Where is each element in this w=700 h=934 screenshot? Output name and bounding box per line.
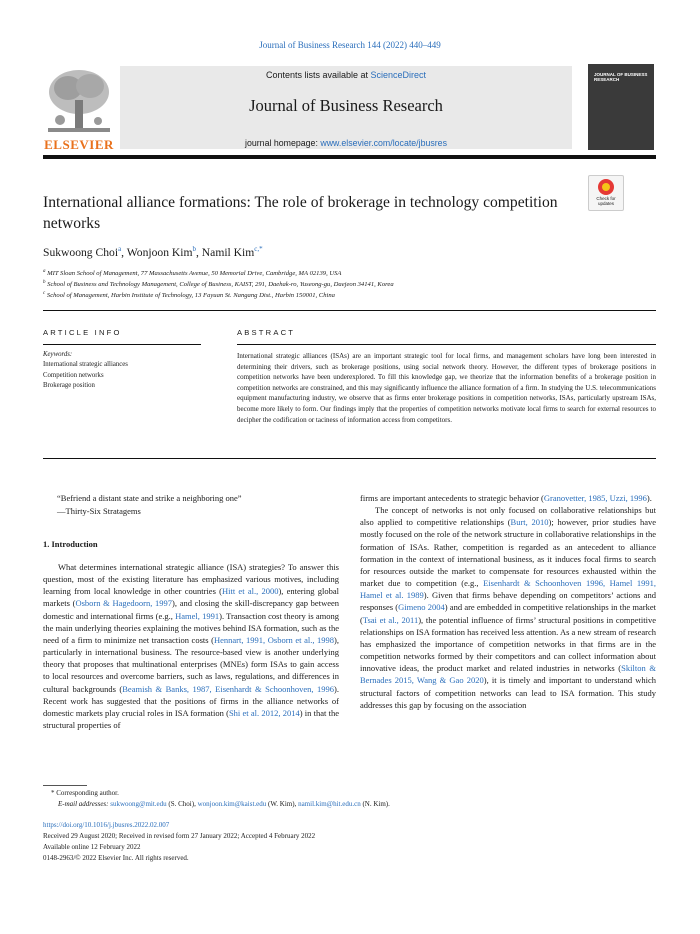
received-dates: Received 29 August 2020; Received in revised form 27 January 2022; Accepted 4 February 2022 xyxy=(43,832,316,840)
info-rule xyxy=(43,344,201,345)
citation-link[interactable]: Tsai et al., 2011 xyxy=(362,614,419,625)
corresponding-author-note: * Corresponding author. xyxy=(51,789,119,797)
body-column-right xyxy=(360,492,656,711)
contents-line xyxy=(120,70,572,80)
citation-link[interactable]: Eisenhardt & Schoonhoven 1996, Hamel 1991, Hamel et al. 1989 xyxy=(360,578,656,601)
affiliation xyxy=(43,291,335,299)
journal-name: Journal of Business Research xyxy=(249,96,443,115)
affil-text: School of Business and Technology Management, College of Business, KAIST, 291, Daehak-ro, Yuseong-gu, Daejeon 34141, Korea xyxy=(47,281,394,289)
email-owner: (W. Kim), xyxy=(266,800,299,808)
text-run: ). Given that firms behave depending on competitors’ actions and responses ( xyxy=(360,590,656,613)
homepage-line xyxy=(120,138,572,148)
doi-link[interactable]: https://doi.org/10.1016/j.jbusres.2022.02.007 xyxy=(43,821,170,829)
text-run: ), particularly in international business. The resource-based view is another underlying theory that proposes that multinational enterprises (MNEs) form ISAs to gain access to local resources and overcome barriers, such as laws, regulations, and differences in cultural backgrounds ( xyxy=(43,634,339,694)
email-link[interactable]: wonjoon.kim@kaist.edu xyxy=(197,800,267,808)
keyword: Brokerage position xyxy=(43,382,95,389)
text-run: ) in that the structural properties of xyxy=(43,707,340,731)
paragraph xyxy=(43,561,339,731)
abstract-text: International strategic alliances (ISAs) are an important strategic tool for local firms, and management scholars have long been interested in determining their drivers, such as brokerage positions, using social network theory. However, the different types of brokerage positions in competition networks have been underexplored. To fill this knowledge gap, we theorize that the information benefits of a brokerage position in competition networks are constrained, and this may significantly influence the alliance formation of a firm. In studying the U.S. telecommunications equipment manufacturing industry, we observe that as firms enter brokerage positions in competition networks, ISAs, particularly upstream ISAs, become more likely to form. Our findings imply that the properties of competition networks motivate local firms to search for external resources to decipher the codification or taciness of information access from competitors. xyxy=(237,352,656,424)
section-divider xyxy=(43,458,656,459)
affil-text: MIT Sloan School of Management, 77 Massachusetts Avenue, 50 Memorial Drive, Cambridge, MA 02139, USA xyxy=(47,270,342,278)
abstract-heading: ABSTRACT xyxy=(237,328,296,337)
body-column-left xyxy=(43,561,339,731)
author-name[interactable]: Namil Kim xyxy=(201,245,255,259)
citation-link[interactable]: Shi et al. 2012, 2014 xyxy=(228,707,300,718)
contents-prefix: Contents lists available at xyxy=(265,70,371,80)
sciencedirect-link[interactable]: ScienceDirect xyxy=(370,70,427,80)
publisher-wordmark: ELSEVIER xyxy=(44,137,114,152)
affil-text: School of Management, Harbin Institute of Technology, 13 Fayuan St. Nangang Dist., Harbin 150001, China xyxy=(46,292,335,300)
citation-link[interactable]: Granovetter, 1985, Uzzi, 1996 xyxy=(543,493,647,503)
author-list: Sukwoong Choi$^a$, Wonjoon Kim$^b$, Namil Kim$^{c,*}$ xyxy=(43,245,263,259)
affiliation xyxy=(43,269,341,277)
epigraph-quote: “Befriend a distant state and strike a neighboring one” xyxy=(57,493,242,503)
homepage-prefix: journal homepage: xyxy=(245,138,321,148)
affiliation xyxy=(43,280,394,288)
affil-marker: a xyxy=(43,269,46,274)
footnote-rule xyxy=(43,785,87,786)
affil-marker: b xyxy=(43,280,46,285)
citation-link[interactable]: Gimeno 2004 xyxy=(398,602,445,613)
homepage-link[interactable]: www.elsevier.com/locate/jbusres xyxy=(320,138,447,148)
text-run: ) and are embedded in competitive relationships in the market ( xyxy=(360,602,657,625)
available-online: Available online 12 February 2022 xyxy=(43,843,141,851)
email-addresses xyxy=(58,800,390,808)
email-label: E-mail addresses: xyxy=(58,800,111,808)
author-affil-marker[interactable]: c,* xyxy=(254,245,263,253)
text-run: What determines international strategic alliance (ISA) strategies? To answer this question, most of the existing literature has emphasized various motives, including learning from local knowledge in other countries ( xyxy=(43,562,339,597)
paragraph xyxy=(360,492,656,504)
section-divider xyxy=(43,310,656,311)
epigraph-source: —Thirty-Six Stratagems xyxy=(57,506,141,516)
text-run: ), entering global markets ( xyxy=(43,586,339,609)
keyword: Competition networks xyxy=(43,372,104,379)
email-link[interactable]: sukwoong@mit.edu xyxy=(110,800,167,808)
citation-link[interactable]: Burt, 2010 xyxy=(510,517,549,528)
author-affil-marker[interactable]: a xyxy=(118,245,122,253)
abstract-rule xyxy=(237,344,656,345)
email-owner: (S. Choi), xyxy=(166,800,198,808)
header-rule xyxy=(43,155,656,159)
paragraph xyxy=(360,504,656,711)
article-title: International alliance formations: The role of brokerage in technology competition networks xyxy=(43,194,558,232)
author-name[interactable]: Wonjoon Kim xyxy=(126,245,193,259)
keywords-label: Keywords: xyxy=(43,351,73,358)
text-run: ). xyxy=(646,493,652,503)
citation-link[interactable]: Osborn & Hagedoorn, 1997 xyxy=(75,598,173,609)
keyword: International strategic alliances xyxy=(43,361,128,368)
citation-link[interactable]: Skilton & Bernades 2015, Wang & Gao 2020 xyxy=(360,663,656,686)
citation-link[interactable]: Hitt et al., 2000 xyxy=(221,586,279,597)
journal-cover-title: JOURNAL OF BUSINESS RESEARCH xyxy=(594,72,648,82)
affil-marker: c xyxy=(43,291,46,296)
author-name[interactable]: Sukwoong Choi xyxy=(43,245,119,259)
text-run: ), and closing the skill-discrepancy gap between domestic and international firms (e.g., xyxy=(43,598,340,621)
copyright: 0148-2963/© 2022 Elsevier Inc. All rights reserved. xyxy=(43,854,189,862)
citation-link[interactable]: Hamel, 1991 xyxy=(175,610,220,621)
section-heading: 1. Introduction xyxy=(43,539,98,549)
text-run: ). Transaction cost theory is among the main underlying theories explaining the motives behind ISA formation, such as the need of a firm to minimize net transaction costs ( xyxy=(43,610,339,645)
text-run: ), the potential influence of firms’ structural positions in competitive relationships on ISA formation has received less attention. As a new stream of research has emphasized the importance of competition networks in that firms are in the competition networks formed by their competitors and can collect information about innovative ideas, the product market and related industries in networks ( xyxy=(360,614,656,674)
author-affil-marker[interactable]: b xyxy=(192,245,196,253)
journal-citation[interactable]: Journal of Business Research 144 (2022) 440–449 xyxy=(259,40,441,50)
text-run: ), it is timely and important to understand which structural factors of competition networks can lead to ISA formation. This study addresses this gap by focusing on the association xyxy=(360,675,656,710)
citation-link[interactable]: Hennart, 1991, Osborn et al., 1998 xyxy=(213,634,335,645)
article-info-heading: ARTICLE INFO xyxy=(43,328,122,337)
citation-link[interactable]: Beamish & Banks, 1987, Eisenhardt & Schoonhoven, 1996 xyxy=(122,683,335,694)
email-link[interactable]: namil.kim@hit.edu.cn xyxy=(298,800,361,808)
text-run: ); however, prior studies have mostly focused on the role of the network structure in collaborative relationships in the formation of ISAs. Rather, competition is regarded as an antecedent to alliance formation in the context of international business, as it induces focal firms to search for resources outside the market to compensate for resources exhausted within the market due to competition (e.g., xyxy=(360,517,656,589)
text-run: The concept of networks is not only focused on collaborative relationships but also applied to competitive relationships ( xyxy=(360,505,656,528)
text-run: ). Recent work has suggested that the positions of firms in the alliance networks of domestic markets play crucial roles in ISA formation ( xyxy=(43,683,339,718)
email-owner: (N. Kim). xyxy=(360,800,390,808)
text-run: firms are important antecedents to strategic behavior ( xyxy=(360,493,544,503)
check-for-updates-label[interactable]: Check for updates xyxy=(596,196,616,206)
